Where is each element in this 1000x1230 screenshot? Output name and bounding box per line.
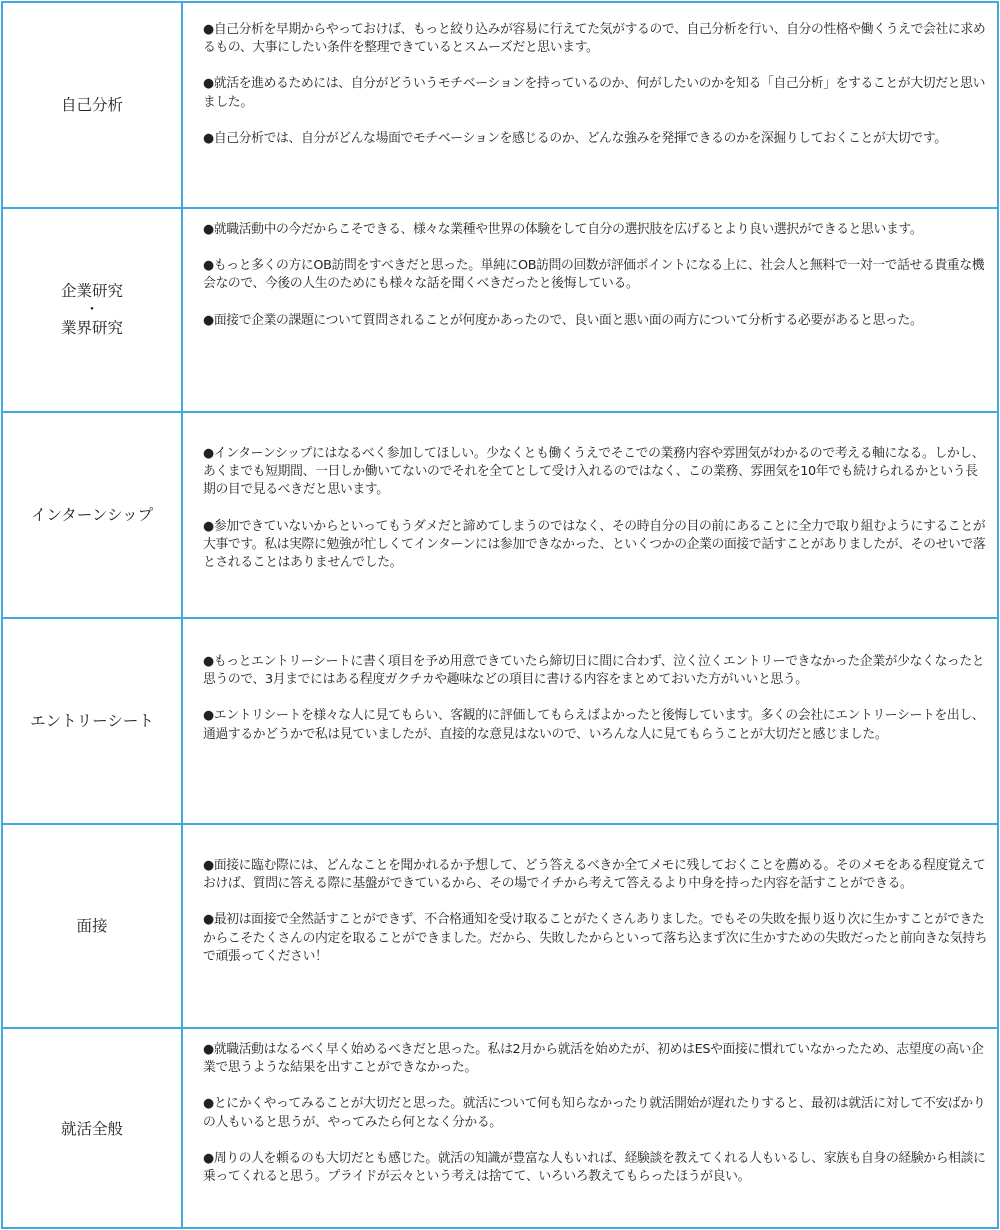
advice-paragraph: ●参加できていないからといってもうダメだと諦めてしまうのではなく、その時自分の目の前にあることに全力で取り組むようにすることが大事です。私は実際に勉強が忙しくてインターンには参加できなかった、といくつかの企業の面接で話すことがありましたが、そのせいで落とされることはありませんでした。 xyxy=(203,518,986,571)
row-label xyxy=(3,413,183,617)
table-row xyxy=(3,617,997,823)
advice-paragraph: ●就活を進めるためには、自分がどういうモチベーションを持っているのか、何がしたいのかを知る「自己分析」をすることが大切だと思いました。 xyxy=(203,76,986,110)
advice-paragraph: ●もっとエントリーシートに書く項目を予め用意できていたら締切日に間に合わず、泣く泣くエントリーできなかった企業が少なくなったと思うので、3月までにはある程度ガクチカや趣味などの項目に書ける内容をまとめておいた方がいいと思う。 xyxy=(203,654,985,688)
row-content xyxy=(185,3,997,207)
row-label-text: インターンシップ xyxy=(30,505,154,524)
table-row xyxy=(3,1027,997,1229)
advice-paragraph: ●就職活動はなるべく早く始めるべきだと思った。私は2月から就活を始めたが、初めはESや面接に慣れていなかったため、志望度の高い企業で思うような結果を出すことができなかった。 xyxy=(203,1042,984,1076)
row-label xyxy=(3,209,183,411)
row-content xyxy=(185,209,997,411)
row-label xyxy=(3,3,183,207)
advice-paragraph: ●面接に臨む際には、どんなことを聞かれるか予想して、どう答えるべきか全てメモに残しておくことを薦める。そのメモをある程度覚えておけば、質問に答える際に基盤ができているから、その場でイチから考えて答えるより中身を持った内容を話すことができる。 xyxy=(203,858,986,892)
table-row xyxy=(3,411,997,617)
row-content xyxy=(185,619,997,823)
advice-paragraph: ●とにかくやってみることが大切だと思った。就活について何も知らなかったり就活開始が遅れたりすると、最初は就活に対して不安ばかりの人もいると思うが、やってみたら何となく分かる。 xyxy=(203,1096,986,1130)
advice-paragraph: ●面接で企業の課題について質問されることが何度かあったので、良い面と悪い面の両方について分析する必要があると思った。 xyxy=(203,312,923,328)
advice-paragraph: ●自己分析では、自分がどんな場面でモチベーションを感じるのか、どんな強みを発揮できるのかを深掘りしておくことが大切です。 xyxy=(203,130,947,146)
advice-paragraph: ●最初は面接で全然話すことができず、不合格通知を受け取ることがたくさんありました。でもその失敗を振り返り次に生かすことができたからこそたくさんの内定を取ることができました。だから、失敗したからといって落ち込まず次に生かすための失敗だったと前向きな気持ちで頑張ってください！ xyxy=(203,912,988,964)
row-content xyxy=(185,1029,997,1229)
row-label-separator: ・ xyxy=(85,302,99,318)
row-content xyxy=(185,825,997,1027)
row-label-text: 面接 xyxy=(76,916,108,935)
advice-paragraph: ●もっと多くの方にOB訪問をすべきだと思った。単純にOB訪問の回数が評価ポイントになる上に、社会人と無料で一対一で話せる貴重な機会なので、今後の人生のためにも様々な話を聞くべきだったと後悔している。 xyxy=(203,258,985,292)
row-label xyxy=(3,1029,183,1229)
advice-paragraph: ●就職活動中の今だからこそできる、様々な業種や世界の体験をして自分の選択肢を広げるとより良い選択ができると思います。 xyxy=(203,222,923,237)
table-row xyxy=(3,823,997,1027)
row-label xyxy=(3,619,183,823)
advice-paragraph: ●インターンシップにはなるべく参加してほしい。少なくとも働くうえでそこでの業務内容や雰囲気がわかるので考える軸になる。しかし、あくまでも短期間、一日しか働いてないのでそれを全てとして受け入れるのではなく、この業務、雰囲気を10年でも続けられるかという長期の目で見るべきだと思います。 xyxy=(203,446,985,498)
row-label xyxy=(3,825,183,1027)
row-label-text: 就活全般 xyxy=(60,1119,123,1138)
advice-paragraph: ●エントリシートを様々な人に見てもらい、客観的に評価してもらえばよかったと後悔しています。多くの会社にエントリーシートを出し、通過するかどうかで私は見ていましたが、直接的な意見はないので、いろんな人に見てもらうことが大切だと感じました。 xyxy=(203,708,985,742)
row-label-text: 自己分析 xyxy=(60,95,123,114)
row-label-line2: 業界研究 xyxy=(60,319,123,337)
row-label-line1: 企業研究 xyxy=(60,282,123,300)
advice-table xyxy=(1,1,999,1229)
table-row xyxy=(3,3,997,207)
row-content xyxy=(185,413,997,617)
row-label-text: エントリーシート xyxy=(30,711,154,730)
table-row xyxy=(3,207,997,411)
advice-paragraph: ●自己分析を早期からやっておけば、もっと絞り込みが容易に行えてた気がするので、自己分析を行い、自分の性格や働くうえで会社に求めるもの、大事にしたい条件を整理できているとスムーズだと思います。 xyxy=(203,22,986,56)
advice-paragraph: ●周りの人を頼るのも大切だとも感じた。就活の知識が豊富な人もいれば、経験談を教えてくれる人もいるし、家族も自身の経験から相談に乗ってくれると思う。プライドが云々という考えは捨てて、いろいろ教えてもらったほうが良い。 xyxy=(203,1150,986,1185)
